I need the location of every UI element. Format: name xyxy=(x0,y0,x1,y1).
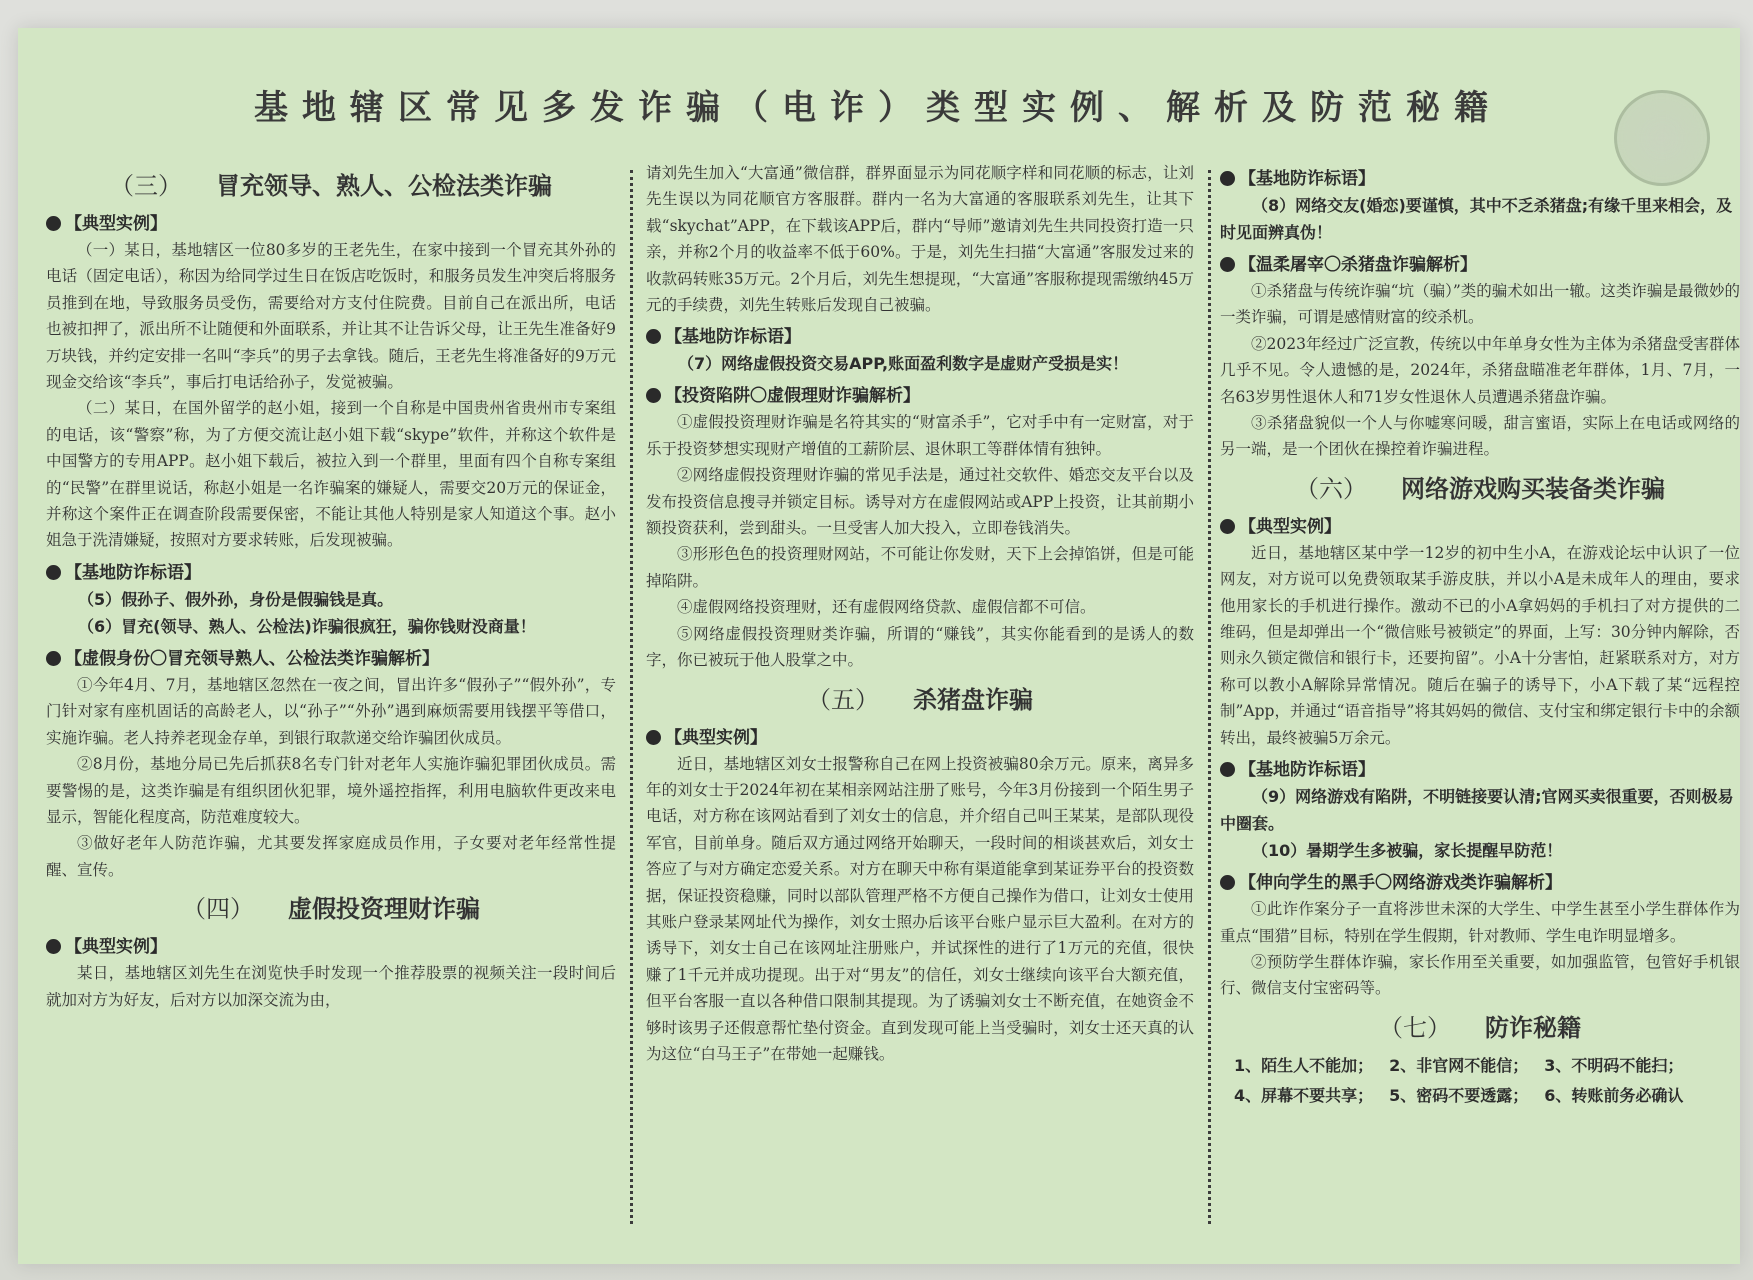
case-paragraph: （一）某日，基地辖区一位80多岁的王老先生，在家中接到一个冒充其外孙的电话（固定电话），称因为给同学过生日在饭店吃饭时，和服务员发生冲突后将服务员推到在地，导致服务员受伤，需要给对方支付住院费。目前自己在派出所，电话也被扣押了，派出所不让随便和外面联系，并让其不让告诉父母，让王先生准备好9万块钱，并约定安排一名叫“李兵”的男子去拿钱。随后，王老先生将准备好的9万元现金交给该“李兵”，事后打电话给孙子，发觉被骗。 xyxy=(46,241,616,392)
section-7-heading: （七） 防诈秘籍 xyxy=(1379,1013,1581,1042)
section-6-heading: （六） 网络游戏购买装备类诈骗 xyxy=(1295,474,1665,503)
bullet-icon xyxy=(646,329,661,344)
analysis-label: 【温柔屠宰〇杀猪盘诈骗解析】 xyxy=(1220,250,1740,275)
slogan-label: 【基地防诈标语】 xyxy=(1220,755,1740,780)
analysis-paragraph: ④虚假网络投资理财，还有虚假网络贷款、虚假信都不可信。 xyxy=(677,598,1096,617)
bullet-icon xyxy=(1220,257,1235,272)
slogan-text: （6）冒充(领导、熟人、公检法)诈骗很疯狂，骗你钱财没商量！ xyxy=(78,616,536,636)
analysis-paragraph: ②2023年经过广泛宣教，传统以中年单身女性为主体为杀猪盘受害群体几乎不见。令人遗憾的是，2024年，杀猪盘瞄准老年群体，1月、7月，一名63岁男性退休人和71岁女性退休人员遭遇杀猪盘诈骗。 xyxy=(1220,334,1740,406)
analysis-paragraph: ①今年4月、7月，基地辖区忽然在一夜之间，冒出许多“假孙子”“假外孙”，专门针对家有座机固话的高龄老人，以“孙子”“外孙”遇到麻烦需要用钱摆平等借口，实施诈骗。老人持养老现金存单，到银行取款递交给诈骗团伙成员。 xyxy=(46,675,616,747)
bullet-icon xyxy=(646,730,661,745)
tip-item: 6、转账前务必确认 xyxy=(1544,1085,1684,1105)
slogan-text: （5）假孙子、假外孙，身份是假骗钱是真。 xyxy=(78,589,394,609)
bullet-icon xyxy=(1220,762,1235,777)
bullet-icon xyxy=(1220,171,1235,186)
case-paragraph: 某日，基地辖区刘先生在浏览快手时发现一个推荐股票的视频关注一段时间后就加对方为好友，后对方以加深交流为由， xyxy=(46,964,616,1009)
analysis-paragraph: ③做好老年人防范诈骗，尤其要发挥家庭成员作用，子女要对老年经常性提醒、宣传。 xyxy=(46,834,616,879)
analysis-label: 【伸向学生的黑手〇网络游戏类诈骗解析】 xyxy=(1220,868,1740,893)
bullet-icon xyxy=(1220,519,1235,534)
case-paragraph: 近日，基地辖区某中学一12岁的初中生小A，在游戏论坛中认识了一位网友，对方说可以免费领取某手游皮肤，并以小A是未成年人的理由，要求他用家长的手机进行操作。激动不已的小A拿妈妈的手机扫了对方提供的二维码，但是却弹出一个“微信账号被锁定”的界面，上写：30分钟内解除，否则永久锁定微信和银行卡，还要拘留”。小A十分害怕，赶紧联系对方，对方称可以教小A解除异常情况。随后在骗子的诱导下，小A下载了某“远程控制”App，并通过“语音指导”将其妈妈的微信、支付宝和绑定银行卡中的余额转出，最终被骗5万余元。 xyxy=(1220,543,1740,747)
analysis-paragraph: ③杀猪盘貌似一个人与你嘘寒问暖，甜言蜜语，实际上在电话或网络的另一端，是一个团伙在操控着诈骗进程。 xyxy=(1220,414,1740,459)
analysis-paragraph: ②预防学生群体诈骗，家长作用至关重要，如加强监管，包管好手机银行、微信支付宝密码等。 xyxy=(1220,952,1740,998)
tip-item: 4、屏幕不要共享； xyxy=(1234,1085,1374,1105)
case-label: 【典型实例】 xyxy=(646,723,1194,748)
section-5-heading: （五） 杀猪盘诈骗 xyxy=(807,685,1033,714)
case-paragraph: （二）某日，在国外留学的赵小姐，接到一个自称是中国贵州省贵州市专案组的电话，该“警察”称，为了方便交流让赵小姐下载“skype”软件，并称这个软件是中国警方的专用APP。赵小姐下载后，被拉入到一个群里，里面有四个自称专案组的“民警”在群里说话，称赵小姐是一名诈骗案的嫌疑人，需要交20万元的保证金，并称这个案件正在调查阶段需要保密，不能让其他人特别是家人知道这个事。赵小姐急于洗清嫌疑，按照对方要求转账，后发现被骗。 xyxy=(46,399,616,550)
slogan-text: （7）网络虚假投资交易APP,账面盈利数字是虚财产受损是实！ xyxy=(678,354,1129,374)
case-label: 【典型实例】 xyxy=(46,932,616,957)
slogan-label: 【基地防诈标语】 xyxy=(646,322,1194,347)
page-title: 基地辖区常见多发诈骗（电诈）类型实例、解析及防范秘籍 xyxy=(254,88,1502,128)
bullet-icon xyxy=(46,939,61,954)
tip-item: 1、陌生人不能加； xyxy=(1234,1055,1374,1075)
bullet-icon xyxy=(1220,875,1235,890)
analysis-label: 【虚假身份〇冒充领导熟人、公检法类诈骗解析】 xyxy=(46,644,616,669)
analysis-paragraph: ⑤网络虚假投资理财类诈骗，所谓的“赚钱”，其实你能看到的是诱人的数字，你已被玩于他人股掌之中。 xyxy=(646,624,1194,670)
analysis-paragraph: ③形形色色的投资理财网站，不可能让你发财，天下上会掉馅饼，但是可能掉陷阱。 xyxy=(646,545,1194,590)
bullet-icon xyxy=(646,388,661,403)
section-4-heading: （四） 虚假投资理财诈骗 xyxy=(182,895,480,924)
analysis-paragraph: ①此诈作案分子一直将涉世未深的大学生、中学生甚至小学生群体作为重点“围猎”目标，特别在学生假期，针对教师、学生电诈明显增多。 xyxy=(1220,900,1740,945)
case-label: 【典型实例】 xyxy=(1220,512,1740,537)
case-paragraph-continued: 请刘先生加入“大富通”微信群，群界面显示为同花顺字样和同花顺的标志，让刘先生误以为同花顺官方客服群。群内一名为大富通的客服联系刘先生，让其下载“skychat”APP，在下载该APP后，群内“导师”邀请刘先生共同投资打造一只亲，并称2个月的收益率不低于60%。于是，刘先生扫描“大富通”客服发过来的收款码转账35万元。2个月后，刘先生想提现，“大富通”客服称提现需缴纳45万元的手续费，刘先生转账后发现自己被骗。 xyxy=(646,164,1194,315)
column-middle xyxy=(646,160,1194,1236)
bullet-icon xyxy=(46,651,61,666)
analysis-paragraph: ②网络虚假投资理财诈骗的常见手法是，通过社交软件、婚恋交友平台以及发布投资信息搜寻并锁定目标。诱导对方在虚假网站或APP上投资，让其前期小额投资获利，尝到甜头。一旦受害人加大投入，立即卷钱消失。 xyxy=(646,466,1194,538)
column-divider xyxy=(1208,170,1211,1224)
tip-item: 2、非官网不能信； xyxy=(1389,1055,1529,1075)
slogan-text: （10）暑期学生多被骗，家长提醒早防范！ xyxy=(1252,841,1563,861)
tip-item: 5、密码不要透露； xyxy=(1389,1085,1529,1105)
case-label: 【典型实例】 xyxy=(46,209,616,234)
slogan-label: 【基地防诈标语】 xyxy=(46,558,616,583)
tips-row xyxy=(1234,1051,1740,1081)
analysis-paragraph: ①杀猪盘与传统诈骗“坑（骗）”类的骗术如出一辙。这类诈骗是最微妙的一类诈骗，可谓是感情财富的绞杀机。 xyxy=(1220,282,1740,327)
slogan-text: （8）网络交友(婚恋)要谨慎，其中不乏杀猪盘;有缘千里来相会，及时见面辨真伪！ xyxy=(1220,196,1733,242)
analysis-paragraph: ①虚假投资理财诈骗是名符其实的“财富杀手”，它对手中有一定财富，对于乐于投资梦想实现财产增值的工薪阶层、退休职工等群体情有独钟。 xyxy=(646,413,1194,458)
poster-sheet xyxy=(18,28,1740,1264)
column-right xyxy=(1220,160,1740,1236)
tips-row xyxy=(1234,1081,1740,1111)
case-paragraph: 近日，基地辖区刘女士报警称自己在网上投资被骗80余万元。原来，离异多年的刘女士于2024年初在某相亲网站注册了账号，今年3月份接到一个陌生男子电话，对方称在该网站看到了刘女士的信息，并介绍自己叫王某某，是部队现役军官，目前单身。随后双方通过网络开始聊天，一段时间的相谈甚欢后，刘女士答应了与对方确定恋爱关系。对方在聊天中称有渠道能拿到某证券平台的投资数据，保证投资稳赚，同时以部队管理严格不方便自己操作为借口，让刘女士使用其账户登录某网址代为操作，刘女士照办后该平台账户显示巨大盈利。在对方的诱导下，刘女士自己在该网址注册账户，并试探性的进行了1万元的充值，很快赚了1千元并成功提现。出于对“男友”的信任，刘女士继续向该平台大额充值，但平台客服一直以各种借口限制其提现。为了诱骗刘女士不断充值，在她资金不够时该男子还假意帮忙垫付资金。直到发现可能上当受骗时，刘女士还天真的认为这位“白马王子”在带她一起赚钱。 xyxy=(646,754,1194,1063)
column-divider xyxy=(630,170,633,1224)
bullet-icon xyxy=(46,216,61,231)
analysis-paragraph: ②8月份，基地分局已先后抓获8名专门针对老年人实施诈骗犯罪团伙成员。需要警惕的是，这类诈骗是有组织团伙犯罪，境外遥控指挥，利用电脑软件更改来电显示，智能化程度高，防范难度较大。 xyxy=(46,755,616,826)
slogan-text: （9）网络游戏有陷阱，不明链接要认清;官网买卖很重要，否则极易中圈套。 xyxy=(1220,787,1734,834)
section-3-heading: （三） 冒充领导、熟人、公检法类诈骗 xyxy=(110,172,552,200)
slogan-label: 【基地防诈标语】 xyxy=(1220,164,1740,189)
tip-item: 3、不明码不能扫； xyxy=(1544,1055,1684,1075)
bullet-icon xyxy=(46,565,61,580)
column-left xyxy=(46,160,616,1236)
analysis-label: 【投资陷阱〇虚假理财诈骗解析】 xyxy=(646,381,1194,406)
